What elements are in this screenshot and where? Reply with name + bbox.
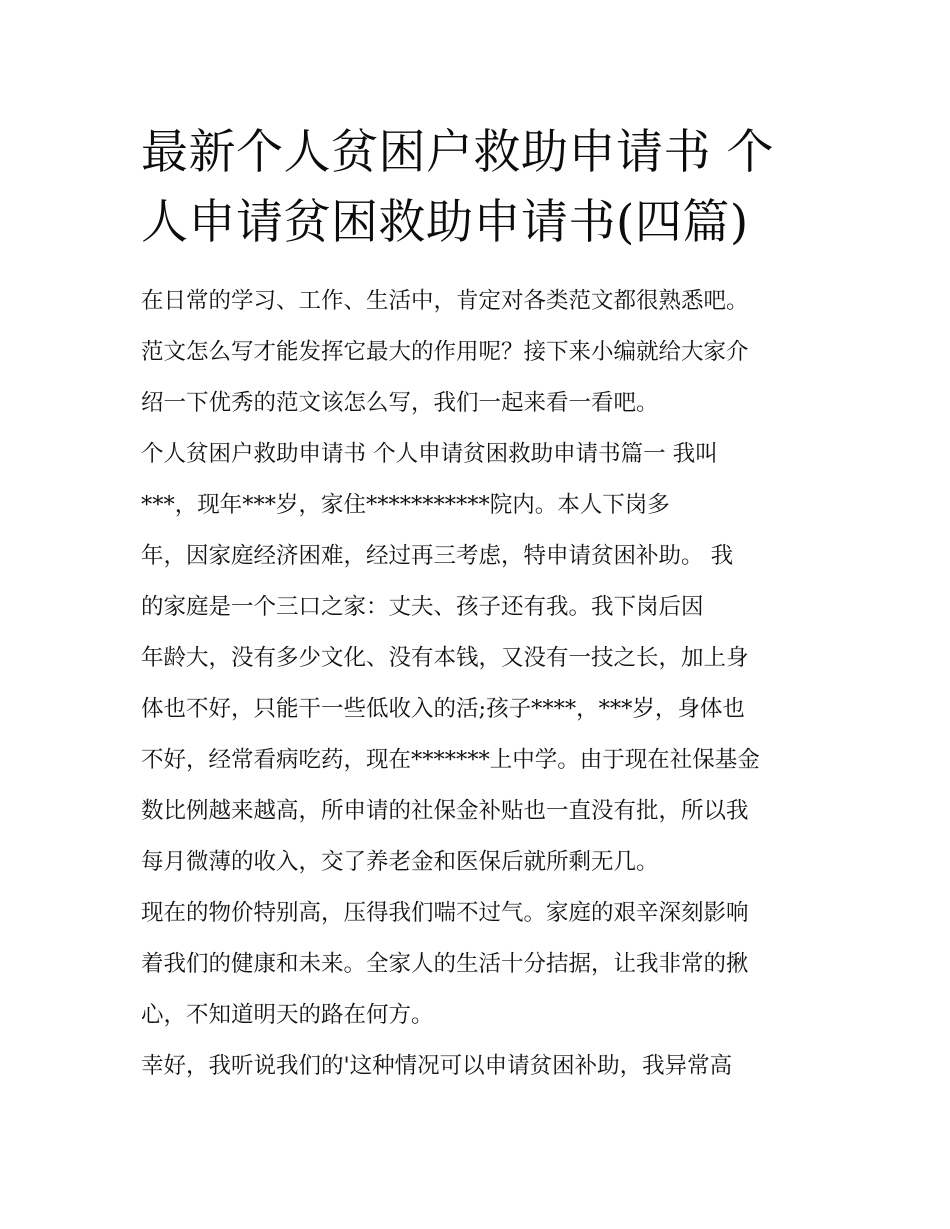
title-line: 最新个人贫困户救助申请书 个	[141, 125, 774, 180]
body-line: 范文怎么写才能发挥它最大的作用呢？接下来小编就给大家介	[141, 339, 749, 365]
body-line: 着我们的健康和未来。全家人的生活十分拮据，让我非常的揪	[141, 951, 749, 977]
body-line: 绍一下优秀的范文该怎么写，我们一起来看一看吧。	[141, 390, 659, 416]
body-line: 心，不知道明天的路在何方。	[141, 1002, 434, 1028]
body-line: 数比例越来越高，所申请的社保金补贴也一直没有批，所以我	[141, 798, 749, 824]
body-line: ***，现年***岁，家住***********院内。本人下岗多	[141, 492, 670, 518]
body-line: 幸好，我听说我们的'这种情况可以申请贫困补助，我异常高	[141, 1053, 733, 1079]
body-line: 在日常的学习、工作、生活中，肯定对各类范文都很熟悉吧。	[141, 288, 749, 314]
body-line: 的家庭是一个三口之家：丈夫、孩子还有我。我下岗后因	[141, 594, 704, 620]
body-line: 年，因家庭经济困难，经过再三考虑，特申请贫困补助。 我	[141, 543, 734, 569]
body-line: 体也不好，只能干一些低收入的活;孩子****，***岁，身体也	[141, 696, 745, 722]
body-line: 每月微薄的收入，交了养老金和医保后就所剩无几。	[141, 849, 659, 875]
document-title	[141, 118, 821, 258]
body-line: 个人贫困户救助申请书 个人申请贫困救助申请书篇一 我叫	[141, 441, 718, 467]
body-line: 不好，经常看病吃药，现在*******上中学。由于现在社保基金	[141, 747, 760, 773]
body-line: 年龄大，没有多少文化、没有本钱，又没有一技之长，加上身	[141, 645, 749, 671]
title-line: 人申请贫困救助申请书(四篇)	[141, 195, 749, 250]
body-line: 现在的物价特别高，压得我们喘不过气。家庭的艰辛深刻影响	[141, 900, 749, 926]
document-body	[141, 276, 821, 1092]
